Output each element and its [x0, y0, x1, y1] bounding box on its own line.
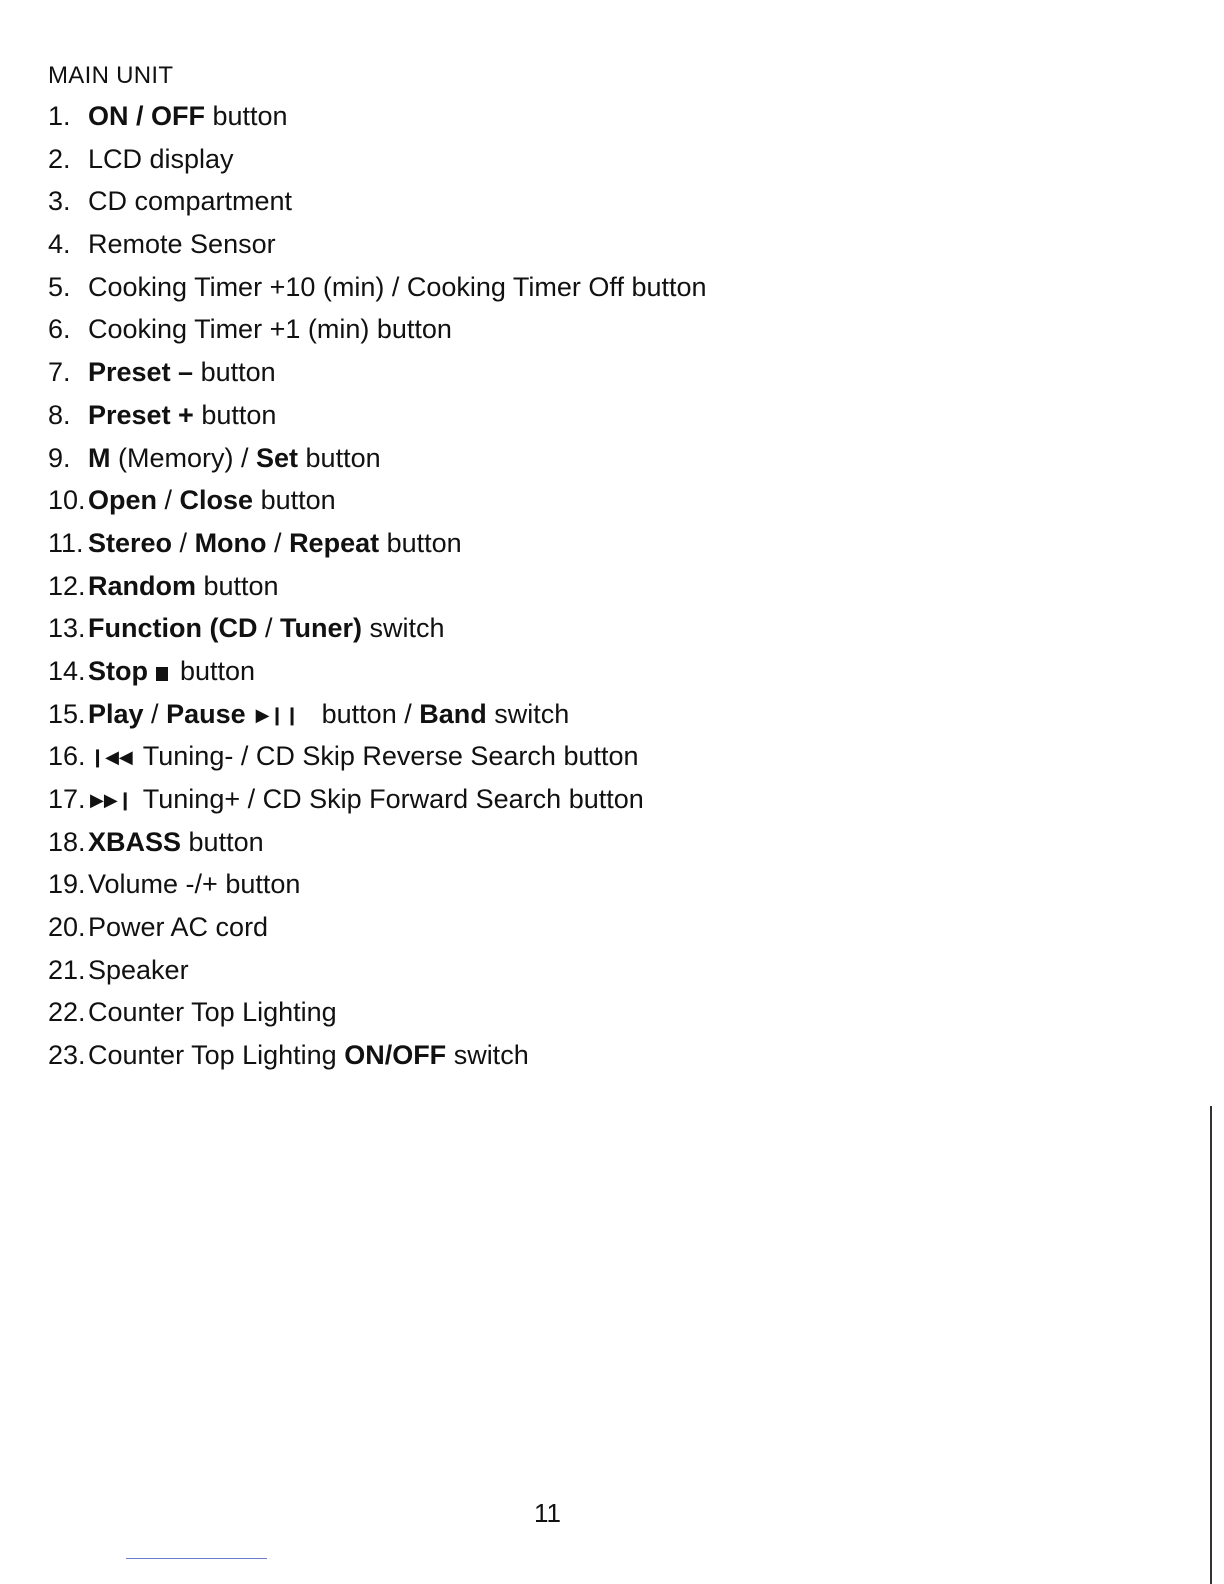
item-number: 9.	[48, 442, 71, 473]
item-label: button	[193, 357, 276, 388]
item-number: 19.	[48, 869, 86, 900]
list-item	[48, 568, 707, 611]
item-label: /	[172, 527, 195, 558]
item-label-bold: ON/OFF	[344, 1040, 447, 1071]
item-number: 14.	[48, 655, 86, 686]
parts-list	[48, 98, 707, 1080]
item-label: button	[253, 485, 336, 516]
item-label-bold: Function (CD	[88, 613, 258, 644]
list-item	[48, 311, 707, 354]
item-number: 5.	[48, 271, 71, 302]
item-label: button /	[321, 698, 420, 729]
item-label: switch	[486, 698, 570, 729]
list-item	[48, 141, 707, 184]
list-item	[48, 994, 707, 1037]
item-label-bold: XBASS	[88, 826, 182, 857]
list-item	[48, 525, 707, 568]
item-label: LCD display	[88, 143, 234, 174]
item-label: Counter Top Lighting	[88, 1040, 345, 1071]
item-number: 17.	[48, 784, 86, 814]
skip-forward-icon: ▶▶❙	[90, 790, 133, 810]
item-number: 12.	[48, 570, 86, 601]
item-label: button	[181, 826, 264, 857]
item-number: 1.	[48, 101, 71, 131]
item-label-bold: Random	[88, 570, 196, 601]
item-label-bold: Repeat	[289, 527, 380, 558]
item-label: Cooking Timer +1 (min) button	[88, 314, 452, 345]
list-item	[48, 952, 707, 995]
list-item	[48, 653, 707, 696]
item-label: Counter Top Lighting	[88, 997, 337, 1028]
item-label: Tuning- / CD Skip Reverse Search button	[142, 741, 639, 772]
item-label: button	[298, 442, 381, 473]
stop-icon	[156, 667, 168, 681]
list-item	[48, 354, 707, 397]
list-item	[48, 269, 707, 312]
item-number: 20.	[48, 912, 86, 943]
page-number: 11	[534, 1498, 561, 1528]
item-label: /	[266, 527, 290, 558]
item-label: (Memory) /	[110, 442, 256, 473]
item-label-bold: Tuner)	[279, 613, 362, 644]
item-label-bold: Play	[88, 698, 144, 729]
item-number: 7.	[48, 357, 71, 388]
item-label: button	[193, 399, 277, 430]
item-label: button	[379, 527, 462, 558]
item-label-bold: Preset +	[88, 399, 194, 430]
item-number: 18.	[48, 826, 86, 857]
item-number: 23.	[48, 1040, 86, 1071]
item-label-bold: Stereo	[88, 527, 173, 558]
item-number: 13.	[48, 613, 86, 644]
item-label: Remote Sensor	[88, 229, 276, 260]
item-label-bold: Stop	[88, 655, 148, 686]
item-number: 10.	[48, 485, 86, 516]
footer-rule	[126, 1558, 267, 1559]
list-item	[48, 824, 707, 867]
item-number: 16.	[48, 741, 86, 772]
list-item	[48, 696, 707, 739]
list-item	[48, 183, 707, 226]
item-label-bold: Close	[179, 485, 254, 516]
item-label-bold: Mono	[194, 527, 267, 558]
item-label: button	[205, 101, 288, 131]
item-number: 11.	[48, 527, 84, 558]
item-label: Cooking Timer +10 (min) / Cooking Timer Off button	[88, 271, 707, 302]
item-number: 22.	[48, 997, 86, 1028]
item-label: button	[180, 655, 256, 686]
item-label-bold: ON / OFF	[88, 101, 205, 131]
item-label: /	[157, 485, 180, 516]
item-label-bold: M	[88, 442, 111, 473]
edge-rule	[1210, 1106, 1212, 1584]
list-item	[48, 98, 707, 141]
item-label: Tuning+ / CD Skip Forward Search button	[142, 784, 644, 814]
list-item	[48, 397, 707, 440]
list-item	[48, 482, 707, 525]
item-number: 8.	[48, 399, 71, 430]
list-item	[48, 226, 707, 269]
item-label: switch	[446, 1040, 529, 1071]
skip-back-icon: ❙◀◀	[90, 747, 133, 768]
item-number: 6.	[48, 314, 71, 345]
item-label: switch	[361, 613, 445, 644]
item-number: 21.	[48, 954, 86, 985]
list-item	[48, 440, 707, 483]
item-label-bold: Pause	[166, 698, 246, 729]
list-item	[48, 1037, 707, 1080]
item-label-bold: Set	[256, 442, 299, 473]
play-pause-icon: ▶❙❙	[255, 704, 300, 725]
list-item	[48, 738, 707, 781]
item-label-bold: Preset –	[88, 357, 194, 388]
item-label: Power AC cord	[88, 912, 269, 943]
item-label: /	[257, 613, 280, 644]
item-label: CD compartment	[88, 186, 293, 217]
item-label-bold: Band	[419, 698, 487, 729]
item-label: Speaker	[88, 954, 189, 985]
item-number: 4.	[48, 229, 71, 260]
item-label-bold: Open	[88, 485, 158, 516]
item-label: Volume -/+ button	[88, 869, 301, 900]
item-label: button	[196, 570, 279, 601]
section-heading: MAIN UNIT	[48, 62, 174, 89]
list-item	[48, 866, 707, 909]
list-item	[48, 610, 707, 653]
list-item	[48, 781, 707, 824]
item-number: 3.	[48, 186, 71, 217]
item-label: /	[143, 698, 167, 729]
list-item	[48, 909, 707, 952]
item-number: 15.	[48, 698, 86, 729]
item-number: 2.	[48, 143, 71, 174]
